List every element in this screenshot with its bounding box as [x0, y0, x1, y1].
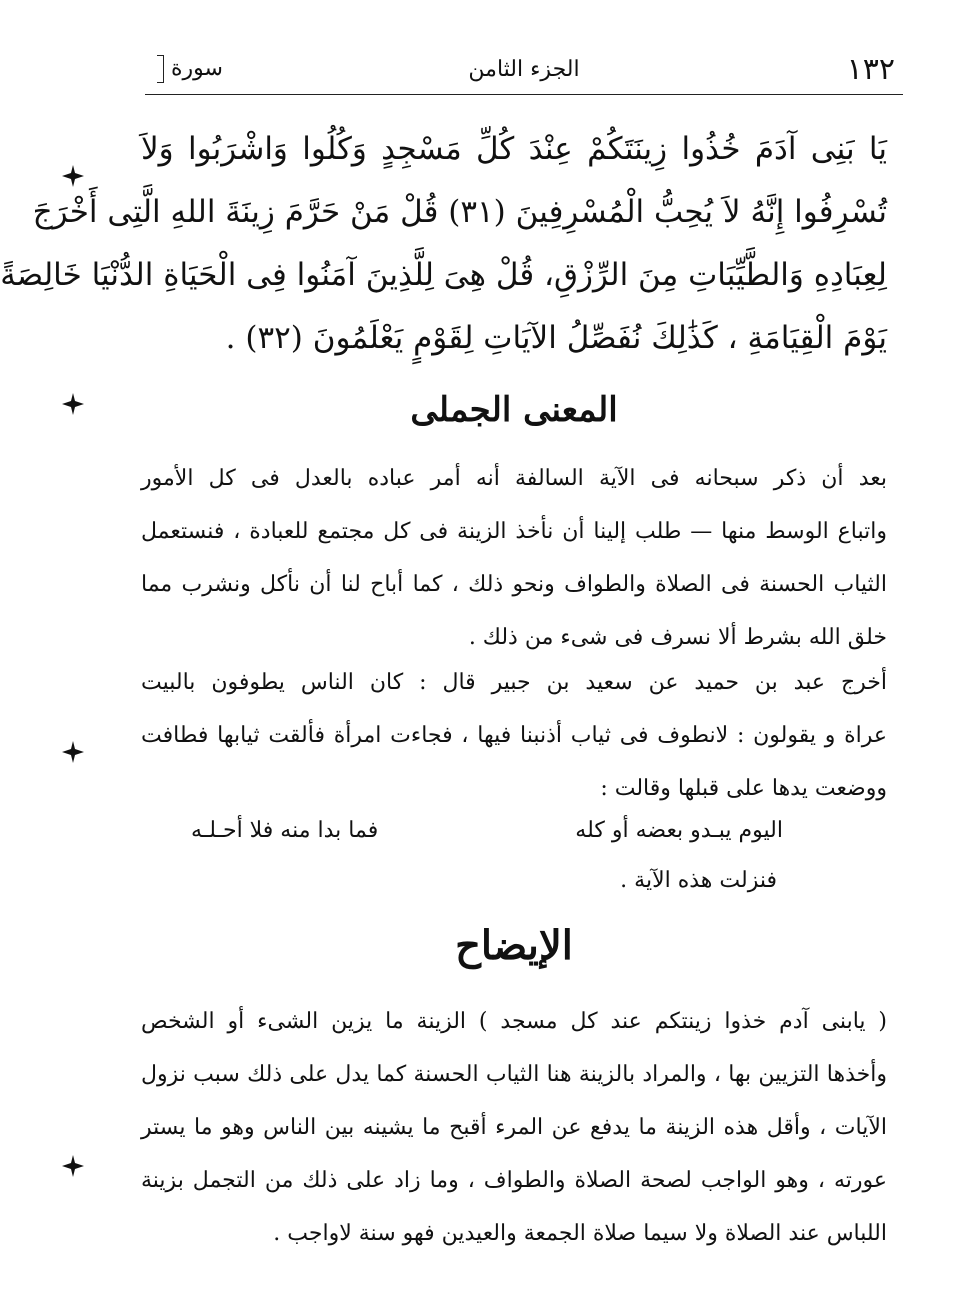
part-title: الجزء الثامن: [468, 56, 580, 82]
paragraph-line: ووضعت يدها على قبلها وقالت :: [600, 776, 887, 801]
page-header: [145, 44, 903, 95]
surah-label: [151, 55, 223, 83]
paragraph-line: الثياب الحسنة فى الصلاة والطواف ونحو ذلك ، كما أباح لنا أن نأكل ونشرب مما: [141, 572, 887, 597]
star-mark-icon: [61, 164, 85, 188]
paragraph-line: واتباع الوسط منها — طلب إلينا أن نأخذ الزينة فى كل مجتمع للعبادة ، فنستعمل: [141, 519, 887, 544]
verse-line: لِعِبَادِهِ وَالطَّيِّبَاتِ مِنَ الرِّزْقِ، قُلْ هِىَ لِلَّذِينَ آمَنُوا فِى الْحَيَاةِ الدُّنْيَا خَالِصَةً: [0, 257, 887, 293]
paragraph-line: خلق الله بشرط ألا نسرف فى شىء من ذلك .: [468, 625, 887, 650]
paragraph-line: عراة و يقولون : لانطوف فى ثياب أذنبنا فيها ، فجاءت امرأة فألقت ثيابها فطافت: [141, 723, 887, 748]
paragraph-line: اللباس عند الصلاة ولا سيما صلاة الجمعة والعيدين فهو سنة لاواجب .: [273, 1221, 887, 1246]
paragraph-line: ( يابنى آدم خذوا زينتكم عند كل مسجد ) الزينة ما يزين الشىء أو الشخص: [141, 1009, 887, 1034]
after-poem-line: فنزلت هذه الآية .: [620, 868, 777, 893]
star-mark-icon: [61, 740, 85, 764]
poem-verse: [191, 808, 783, 854]
paragraph-line: الآيات ، وأقل هذه الزينة ما يدفع عن المرء أقبح ما يشينه بين الناس وهو ما يستر: [141, 1115, 887, 1140]
section-heading-explanation: الإيضاح: [455, 922, 573, 969]
bracket-mark: [157, 55, 164, 83]
verse-line: يَا بَنِى آدَمَ خُذُوا زِينَتَكُمْ عِنْدَ كُلِّ مَسْجِدٍ وَكُلُوا وَاشْرَبُوا وَلاَ: [141, 131, 887, 167]
quran-verse-block: [0, 118, 887, 370]
verse-line: يَوْمَ الْقِيَامَةِ ، كَذَٰلِكَ نُفَصِّلُ الآيَاتِ لِقَوْمٍ يَعْلَمُونَ (٣٢) .: [225, 320, 887, 356]
star-mark-icon: [61, 1154, 85, 1178]
verse-line: تُسْرِفُوا إِنَّهُ لاَ يُحِبُّ الْمُسْرِفِينَ (٣١) قُلْ مَنْ حَرَّمَ زِينَةَ اللهِ الَّتِى أَخْرَجَ: [32, 194, 887, 230]
paragraph-line: عورته ، وهو الواجب لصحة الصلاة والطواف ، وما زاد على ذلك من التجمل بزينة: [141, 1168, 887, 1193]
poem-hemistich-first: اليوم يبـدو بعضه أو كله: [575, 818, 783, 843]
paragraph-line: أخرج عبد بن حميد عن سعيد بن جبير قال : كان الناس يطوفون بالبيت: [141, 670, 887, 695]
paragraph-line: بعد أن ذكر سبحانه فى الآية السالفة أنه أمر عباده بالعدل فى كل الأمور: [141, 466, 887, 491]
summary-paragraph: [141, 452, 887, 664]
explanation-paragraph: [141, 995, 887, 1260]
star-mark-icon: [61, 392, 85, 416]
poem-hemistich-second: فما بدا منه فلا أحـلـه: [191, 818, 379, 843]
section-heading-summary: المعنى الجملى: [410, 390, 618, 430]
page-number: ١٣٢: [846, 51, 895, 87]
narration-paragraph: [141, 656, 887, 815]
paragraph-line: وأخذها التزيين بها ، والمراد بالزينة هنا الثياب الحسنة كما يدل على ذلك سبب نزول: [141, 1062, 887, 1087]
surah-label-text: سورة: [171, 56, 223, 81]
